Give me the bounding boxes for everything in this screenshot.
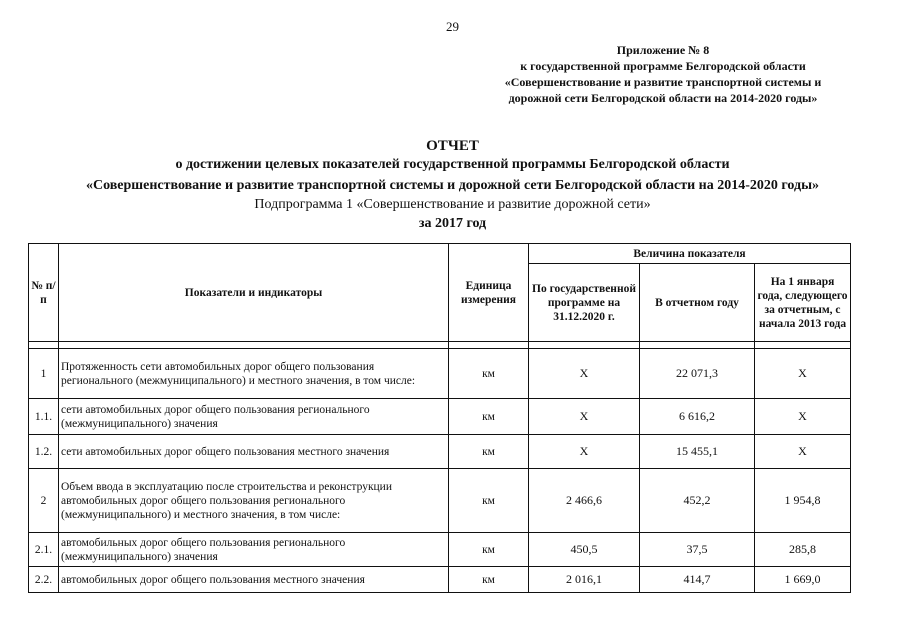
row-year: 22 071,3 [640, 349, 755, 399]
row-cumulative: Х [755, 435, 851, 469]
row-year: 452,2 [640, 469, 755, 533]
row-year: 15 455,1 [640, 435, 755, 469]
row-num: 2.1. [29, 533, 59, 567]
row-year: 414,7 [640, 567, 755, 593]
row-program: 450,5 [529, 533, 640, 567]
row-year: 6 616,2 [640, 399, 755, 435]
row-unit: км [449, 435, 529, 469]
row-program: Х [529, 435, 640, 469]
report-subprogram: Подпрограмма 1 «Совершенствование и развитие дорожной сети» [254, 197, 651, 212]
row-name: сети автомобильных дорог общего пользования местного значения [59, 435, 449, 469]
row-name: автомобильных дорог общего пользования регионального (межмуниципального) значения [59, 533, 449, 567]
report-period: за 2017 год [418, 216, 487, 231]
row-unit: км [449, 469, 529, 533]
header-num: № п/п [29, 244, 59, 342]
row-cumulative: 1 669,0 [755, 567, 851, 593]
appendix-line-2: к государственной программе Белгородской области [520, 59, 806, 73]
table-row [29, 399, 851, 435]
report-title [0, 136, 905, 234]
row-num: 1.2. [29, 435, 59, 469]
row-unit: км [449, 399, 529, 435]
report-heading: ОТЧЕТ [426, 138, 479, 154]
row-name: сети автомобильных дорог общего пользования регионального (межмуниципального) значения [59, 399, 449, 435]
page-number: 29 [446, 19, 459, 34]
table-row [29, 469, 851, 533]
appendix-note [483, 42, 843, 106]
header-cumulative: На 1 января года, следующего за отчетным, с начала 2013 года [755, 264, 851, 342]
table-row [29, 567, 851, 593]
row-year: 37,5 [640, 533, 755, 567]
indicators-table [28, 243, 851, 593]
row-program: 2 016,1 [529, 567, 640, 593]
row-unit: км [449, 349, 529, 399]
row-cumulative: 1 954,8 [755, 469, 851, 533]
row-program: Х [529, 349, 640, 399]
header-value-group: Величина показателя [529, 244, 851, 264]
header-program: По государственной программе на 31.12.2020 г. [529, 264, 640, 342]
table-row [29, 533, 851, 567]
appendix-line-1: Приложение № 8 [616, 43, 710, 57]
row-name: автомобильных дорог общего пользования местного значения [59, 567, 449, 593]
row-name: Протяженность сети автомобильных дорог общего пользования регионального (межмуниципального) и местного значения, в том числе: [59, 349, 449, 399]
row-num: 2 [29, 469, 59, 533]
header-unit: Единица измерения [449, 244, 529, 342]
header-name: Показатели и индикаторы [59, 244, 449, 342]
row-num: 1 [29, 349, 59, 399]
row-num: 2.2. [29, 567, 59, 593]
row-cumulative: Х [755, 349, 851, 399]
row-program: Х [529, 399, 640, 435]
table-row [29, 435, 851, 469]
table-row [29, 349, 851, 399]
header-separator [29, 342, 851, 349]
row-program: 2 466,6 [529, 469, 640, 533]
row-num: 1.1. [29, 399, 59, 435]
report-subtitle-1: о достижении целевых показателей государственной программы Белгородской области [175, 157, 730, 172]
report-subtitle-2: «Совершенствование и развитие транспортной системы и дорожной сети Белгородской области на 2014-2020 годы» [85, 178, 820, 193]
row-name: Объем ввода в эксплуатацию после строительства и реконструкции автомобильных дорог общего пользования регионального (межмуниципального) и местного значения, в том числе: [59, 469, 449, 533]
row-cumulative: 285,8 [755, 533, 851, 567]
row-unit: км [449, 533, 529, 567]
appendix-line-4: дорожной сети Белгородской области на 2014-2020 годы» [508, 91, 818, 105]
row-cumulative: Х [755, 399, 851, 435]
appendix-line-3: «Совершенствование и развитие транспортной системы и [504, 75, 822, 89]
row-unit: км [449, 567, 529, 593]
header-year: В отчетном году [640, 264, 755, 342]
